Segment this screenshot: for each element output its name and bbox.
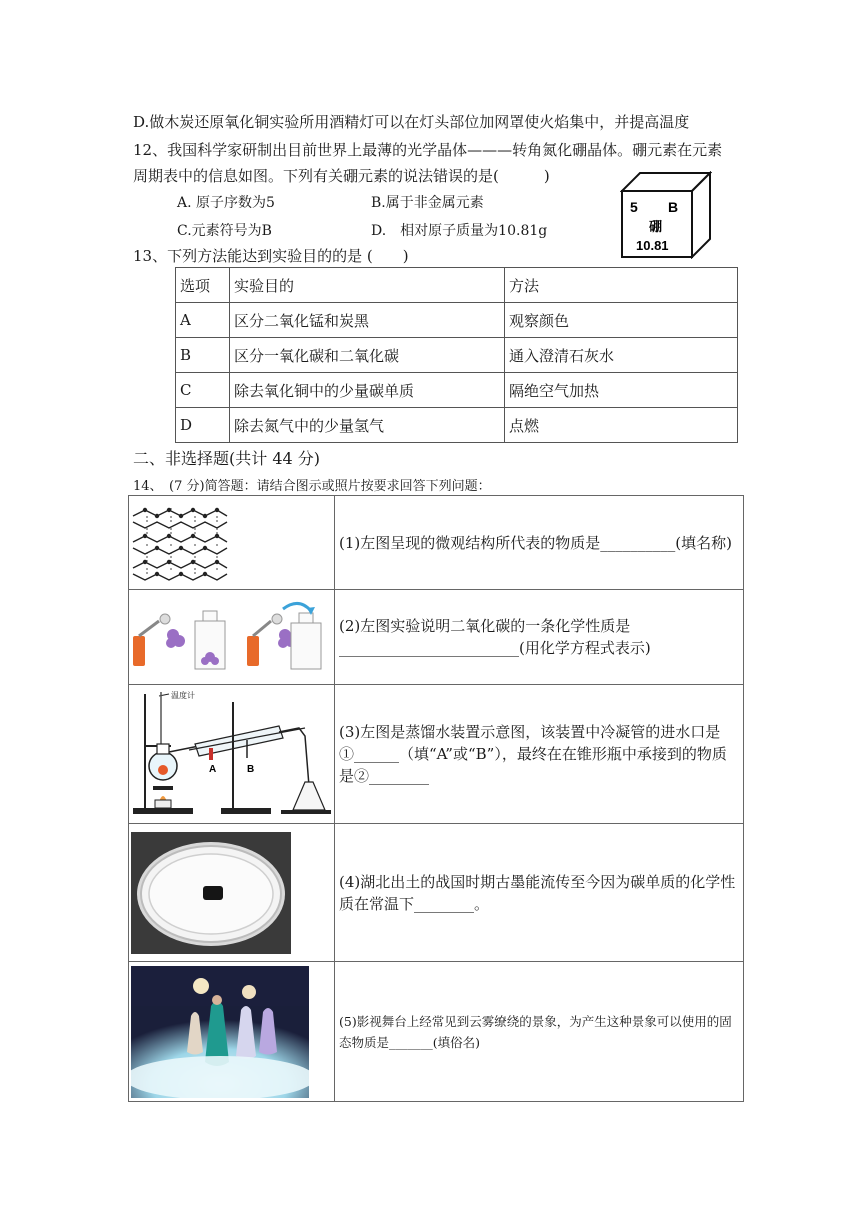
table-row xyxy=(176,303,738,338)
row-purpose: 区分一氧化碳和二氧化碳 xyxy=(230,338,505,373)
graphite-figure-cell xyxy=(129,496,335,590)
distillation-cell xyxy=(129,685,335,824)
ancient-ink-photo xyxy=(131,832,291,954)
table-header-row xyxy=(176,268,738,303)
ancient-ink-cell xyxy=(129,824,335,962)
co2-experiment-cell xyxy=(129,590,335,685)
row-purpose: 除去氧化铜中的少量碳单质 xyxy=(230,373,505,408)
row-method: 隔绝空气加热 xyxy=(505,373,738,408)
inlet-label-b: B xyxy=(247,764,255,775)
q11-option-d: D.做木炭还原氧化铜实验所用酒精灯可以在灯头部位加网罩使火焰集中，并提高温度 xyxy=(133,113,690,131)
cube-atomic-mass: 10.81 xyxy=(636,238,669,253)
q12-option-a: A. 原子序数为5 xyxy=(177,195,275,211)
header-purpose: 实验目的 xyxy=(230,268,505,303)
row-method: 通入澄清石灰水 xyxy=(505,338,738,373)
q14-stem: 14、 (7 分)简答题：请结合图示或照片按要求回答下列问题： xyxy=(133,479,491,494)
header-method: 方法 xyxy=(505,268,738,303)
row-method: 观察颜色 xyxy=(505,303,738,338)
stage-fog-cell xyxy=(129,962,335,1102)
row-option: A xyxy=(176,303,230,338)
row-option: D xyxy=(176,408,230,443)
graphite-structure-image xyxy=(129,502,229,584)
table-row xyxy=(129,824,744,962)
stage-fog-photo xyxy=(131,966,309,1098)
boron-element-cube xyxy=(620,171,712,259)
q14-item-2: (2)左图实验说明二氧化碳的一条化学性质是________________________(用化学方程式表示) xyxy=(335,590,744,685)
q14-item-5: (5)影视舞台上经常见到云雾缭绕的景象，为产生这种景象可以使用的固态物质是_______(填俗名) xyxy=(335,962,744,1102)
q12-option-d: D. 相对原子质量为10.81g xyxy=(371,223,548,239)
thermometer-label: 温度计 xyxy=(171,691,195,700)
table-row xyxy=(129,590,744,685)
q12-stem-line2: 周期表中的信息如图。下列有关硼元素的说法错误的是( ) xyxy=(133,167,550,185)
q12-option-b: B.属于非金属元素 xyxy=(371,195,484,211)
distillation-apparatus-image xyxy=(129,686,334,822)
header-option: 选项 xyxy=(176,268,230,303)
q14-item-3: (3)左图是蒸馏水装置示意图，该装置中冷凝管的进水口是①______（填“A”或“B”），最终在在锥形瓶中承接到的物质是②________ xyxy=(335,685,744,824)
q12-stem-line1: 12、我国科学家研制出目前世界上最薄的光学晶体———转角氮化硼晶体。硼元素在元素 xyxy=(133,141,723,159)
table-row xyxy=(176,373,738,408)
q13-table xyxy=(175,267,738,443)
inlet-label-a: A xyxy=(209,764,217,775)
q14-item-4: (4)湖北出土的战国时期古墨能流传至今因为碳单质的化学性质在常温下________。 xyxy=(335,824,744,962)
table-row xyxy=(129,685,744,824)
cube-symbol: B xyxy=(668,199,679,215)
row-option: C xyxy=(176,373,230,408)
cube-atomic-number: 5 xyxy=(630,199,638,215)
cube-element-name: 硼 xyxy=(649,220,663,235)
q13-stem: 13、下列方法能达到实验目的的是 ( ) xyxy=(133,247,409,265)
table-row xyxy=(176,408,738,443)
co2-experiment-image xyxy=(129,591,334,684)
row-purpose: 区分二氧化锰和炭黑 xyxy=(230,303,505,338)
row-purpose: 除去氮气中的少量氢气 xyxy=(230,408,505,443)
table-row xyxy=(129,496,744,590)
q14-item-1: (1)左图呈现的微观结构所代表的物质是__________(填名称) xyxy=(335,496,744,590)
table-row xyxy=(129,962,744,1102)
table-row xyxy=(176,338,738,373)
q12-option-c: C.元素符号为B xyxy=(177,223,272,239)
row-option: B xyxy=(176,338,230,373)
section-heading: 二、非选择题(共计 44 分) xyxy=(133,449,321,468)
row-method: 点燃 xyxy=(505,408,738,443)
q14-table xyxy=(128,495,744,1102)
